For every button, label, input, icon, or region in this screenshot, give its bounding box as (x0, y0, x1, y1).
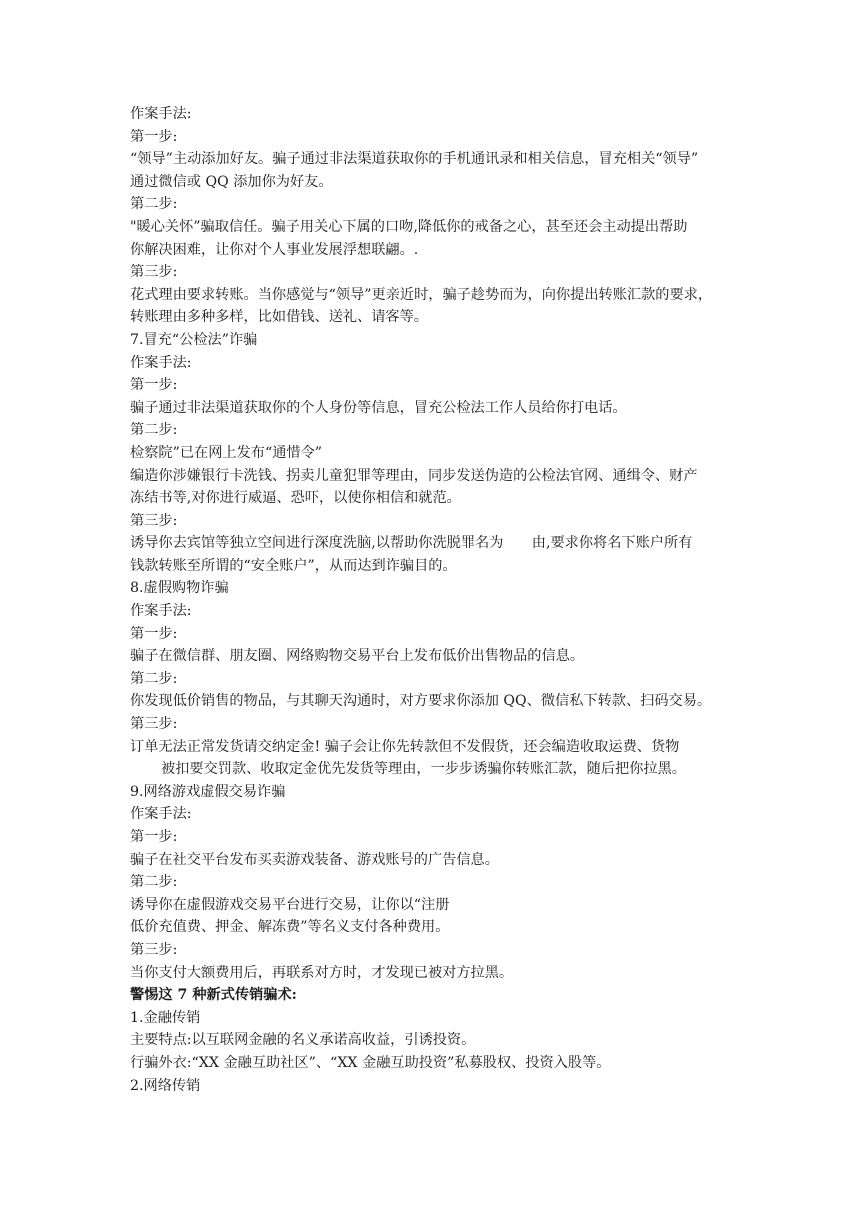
text-line: 第二步: (130, 874, 178, 891)
text-line: 作案手法: (130, 806, 192, 823)
text-line: 主要特点:以互联网金融的名义承诺高收益，引诱投资。 (130, 1032, 476, 1049)
text-line: 钱款转账至所谓的“安全账户”，从而达到诈骗目的。 (130, 557, 457, 574)
text-line: 作案手法: (130, 603, 192, 620)
text-line: 诱导你去宾馆等独立空间进行深度洗脑,以帮助你洗脱罪名为 由,要求你将名下账户所有 (130, 535, 693, 552)
text-line: 检察院”已在网上发布“通惜令” (130, 444, 323, 461)
document-body (130, 103, 740, 1097)
text-line: 诱导你在虚假游戏交易平台进行交易，让你以“注册 (130, 896, 450, 913)
text-line: 转账理由多种多样，比如借钱、送礼、请客等。 (130, 309, 428, 326)
text-line: 骗子在社交平台发布买卖游戏装备、游戏账号的广告信息。 (130, 851, 499, 868)
section-heading: 2.网络传销 (130, 1077, 201, 1094)
text-line: 第一步: (130, 625, 178, 642)
text-line: “领导”主动添加好友。骗子通过非法渠道获取你的手机通讯录和相关信息，冒充相关“领导” (130, 151, 699, 168)
text-line: 当你支付大额费用后，再联系对方时，才发现已被对方拉黑。 (130, 964, 514, 981)
text-line: 被扣要交罚款、收取定金优先发货等理由，一步步诱骗你转账汇款，随后把你拉黑。 (161, 761, 686, 778)
text-line: 你解决困难，让你对个人事业发展浮想联翩。. (130, 241, 419, 258)
text-line: 第二步: (130, 670, 178, 687)
text-line: 第二步: (130, 196, 178, 213)
text-line: 第三步: (130, 716, 178, 733)
text-line: 花式理由要求转账。当你感觉与“领导”更亲近时，骗子趁势而为，向你提出转账汇款的要求， (130, 286, 713, 303)
text-line: 骗子通过非法渠道获取你的个人身份等信息，冒充公检法工作人员给你打电话。 (130, 399, 627, 416)
text-line: 第一步: (130, 829, 178, 845)
bold-heading: 警惕这 7 种新式传销骗术: (130, 987, 297, 1004)
text-line: 冻结书等,对你进行威逼、恐吓，以使你相信和就范。 (130, 490, 461, 507)
section-heading: 8.虚假购物诈骗 (130, 580, 229, 597)
section-heading: 7.冒充“公检法”诈骗 (130, 331, 258, 348)
text-line: 低价充值费、押金、解冻费”等名义支付各种费用。 (130, 919, 450, 936)
text-line: 编造你涉嫌银行卡洗钱、拐卖儿童犯罪等理由，同步发送伪造的公检法官网、通缉令、财产 (130, 467, 698, 484)
text-line: 骗子在微信群、朋友圈、网络购物交易平台上发布低价出售物品的信息。 (130, 648, 585, 665)
text-line: 第一步: (130, 377, 178, 394)
text-line: 第三步: (130, 512, 178, 529)
text-line: 第一步: (130, 128, 178, 145)
text-line: 你发现低价销售的物品，与其聊天沟通时，对方要求你添加 QQ、微信私下转款、扫码交易。 (130, 693, 712, 710)
text-line: 第二步: (130, 422, 178, 439)
text-line: 订单无法正常发货请交纳定金! 骗子会让你先转款但不发假货，还会编造收取运费、货物 (130, 738, 680, 755)
text-line: 第三步: (130, 264, 178, 281)
text-line: 作案手法: (130, 354, 192, 371)
section-heading: 9.网络游戏虚假交易诈骗 (130, 783, 286, 800)
text-line: "暖心关怀”骗取信任。骗子用关心下属的口吻,降低你的戒备之心，甚至还会主动提出帮助 (130, 218, 688, 235)
text-line: 行骗外衣:“XX 金融互助社区”、“XX 金融互助投资”私募股权、投资入股等。 (130, 1054, 611, 1071)
text-line: 第三步: (130, 941, 178, 958)
text-line: 作案手法: (130, 106, 192, 122)
text-line: 通过微信或 QQ 添加你为好友。 (130, 173, 333, 190)
section-heading: 1.金融传销 (130, 1009, 201, 1026)
